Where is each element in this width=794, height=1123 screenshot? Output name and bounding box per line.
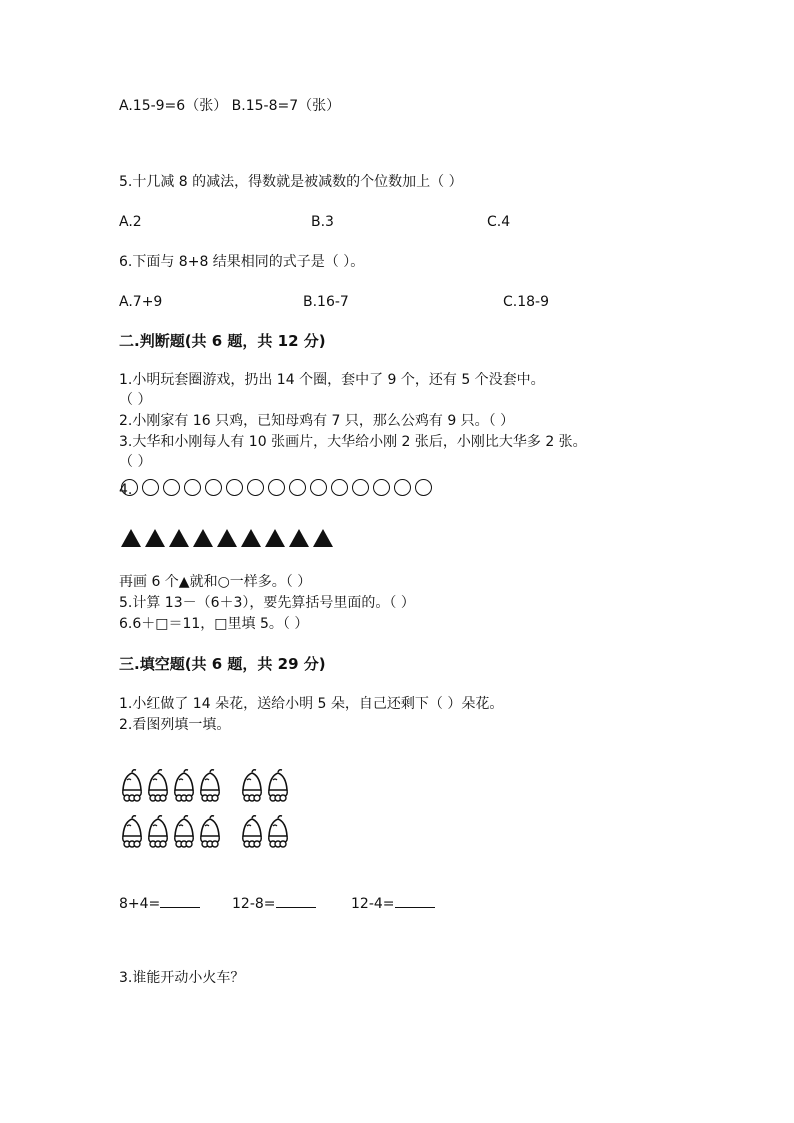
fruit-icon — [198, 768, 222, 804]
equation-1 — [119, 893, 200, 914]
q6-option-c: C.18-9 — [503, 294, 549, 310]
fruit-icon — [146, 768, 170, 804]
s2-q2: 2.小刚家有 16 只鸡，已知母鸡有 7 只，那么公鸡有 9 只。（ ） — [119, 413, 515, 429]
triangle-shape — [289, 529, 309, 547]
circle-shape — [331, 479, 348, 496]
s2-q5: 5.计算 13－（6＋3），要先算括号里面的。（ ） — [119, 595, 415, 611]
q6-option-b: B.16-7 — [303, 294, 349, 310]
fruit-row-bottom — [120, 814, 292, 850]
s2-q6: 6.6＋□＝11，□里填 5。（ ） — [119, 616, 309, 632]
s2-q3-line1: 3.大华和小刚每人有 10 张画片，大华给小刚 2 张后，小刚比大华多 2 张。 — [119, 434, 587, 450]
fruit-icon — [240, 768, 264, 804]
circle-shape — [268, 479, 285, 496]
triangle-shape — [241, 529, 261, 547]
fruit-gap — [224, 768, 240, 804]
circle-shape — [394, 479, 411, 496]
equation-1-blank[interactable] — [160, 893, 200, 908]
circle-shape — [121, 479, 138, 496]
q5-option-a: A.2 — [119, 214, 142, 230]
s3-q2: 2.看图列填一填。 — [119, 717, 231, 733]
fruit-icon — [120, 814, 144, 850]
equation-2-blank[interactable] — [276, 893, 316, 908]
triangle-shape — [169, 529, 189, 547]
fruit-icon — [172, 814, 196, 850]
s2-q3-line2: （ ） — [119, 454, 152, 470]
s2-q4-label: 4. — [119, 482, 133, 498]
q6-option-a: A.7+9 — [119, 294, 163, 310]
equation-2-text: 12-8= — [232, 896, 276, 912]
circle-shape — [163, 479, 180, 496]
fruit-gap — [224, 814, 240, 850]
section3-title: 三.填空题(共 6 题，共 29 分) — [119, 655, 326, 673]
circle-shape — [415, 479, 432, 496]
circle-shape — [289, 479, 306, 496]
equation-3-blank[interactable] — [395, 893, 435, 908]
s3-q1: 1.小红做了 14 朵花，送给小明 5 朵，自己还剩下（ ）朵花。 — [119, 696, 504, 712]
circle-shape — [205, 479, 222, 496]
circle-shape — [184, 479, 201, 496]
fruit-icon — [240, 814, 264, 850]
fruit-icon — [266, 768, 290, 804]
circle-shape — [142, 479, 159, 496]
q5-text: 5.十几减 8 的减法，得数就是被减数的个位数加上（ ） — [119, 174, 463, 190]
section2-title: 二.判断题(共 6 题，共 12 分) — [119, 332, 326, 350]
s2-q4-text: 再画 6 个▲就和○一样多。（ ） — [119, 574, 312, 590]
triangle-shape — [313, 529, 333, 547]
equation-1-text: 8+4= — [119, 896, 161, 912]
equation-2 — [232, 893, 316, 914]
circle-shape — [310, 479, 327, 496]
circle-shape — [226, 479, 243, 496]
triangle-shape — [217, 529, 237, 547]
s3-q3: 3.谁能开动小火车？ — [119, 970, 245, 986]
equation-3 — [351, 893, 435, 914]
triangle-shape — [121, 529, 141, 547]
fruit-icon — [146, 814, 170, 850]
fruit-icon — [266, 814, 290, 850]
fruit-icon — [198, 814, 222, 850]
s2-q1-line1: 1.小明玩套圈游戏，扔出 14 个圈，套中了 9 个，还有 5 个没套中。 — [119, 372, 545, 388]
circle-row — [121, 479, 432, 496]
q5-option-b: B.3 — [311, 214, 334, 230]
s2-q1-line2: （ ） — [119, 392, 152, 408]
circle-shape — [247, 479, 264, 496]
triangle-shape — [145, 529, 165, 547]
fruit-icon — [120, 768, 144, 804]
triangle-shape — [265, 529, 285, 547]
q5-option-c: C.4 — [487, 214, 511, 230]
fruit-row-top — [120, 768, 292, 804]
q4-options: A.15-9=6（张） B.15-8=7（张） — [119, 98, 341, 114]
triangle-shape — [193, 529, 213, 547]
circle-shape — [373, 479, 390, 496]
triangle-row — [121, 529, 333, 547]
equation-3-text: 12-4= — [351, 896, 395, 912]
circle-shape — [352, 479, 369, 496]
q6-text: 6.下面与 8+8 结果相同的式子是（ ）。 — [119, 254, 365, 270]
fruit-icon — [172, 768, 196, 804]
